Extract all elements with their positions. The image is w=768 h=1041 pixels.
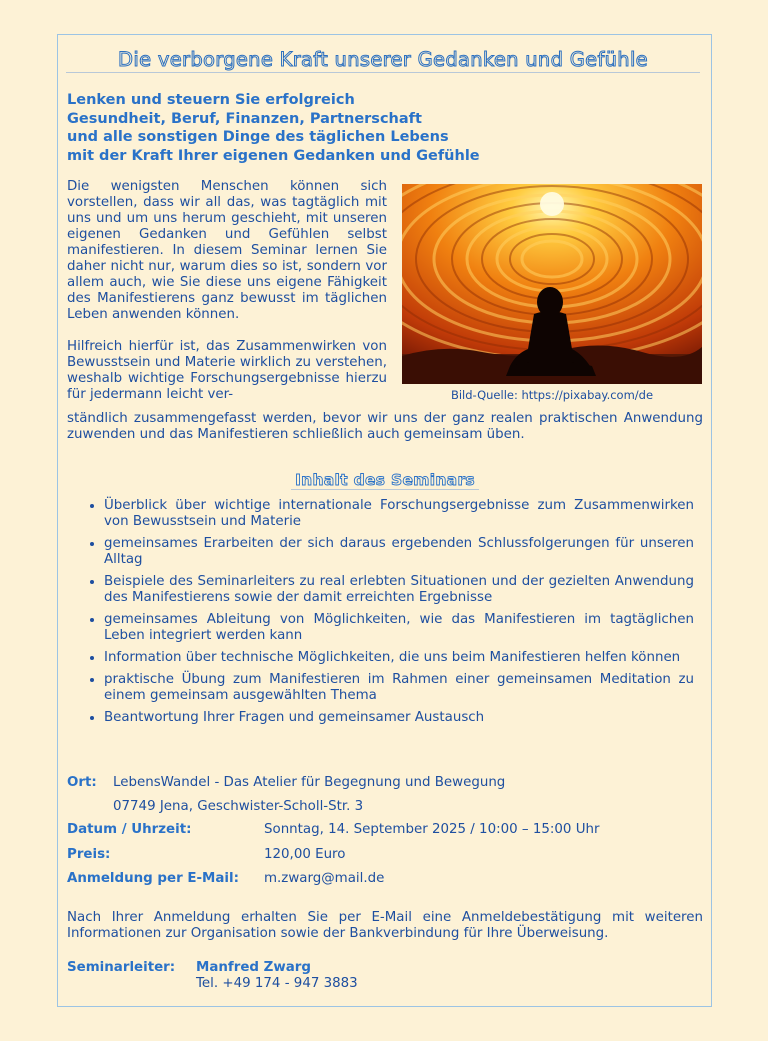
ort-line-1: LebensWandel - Das Atelier für Begegnung und Bewegung (113, 775, 506, 790)
datum-label: Datum / Uhrzeit: (67, 822, 192, 837)
list-item: • Beantwortung Ihrer Fragen und gemeinsamer Austausch (104, 710, 694, 726)
ort-row (67, 775, 97, 790)
topics-list (87, 498, 694, 732)
meditation-image (402, 184, 702, 384)
list-item: • Information über technische Möglichkeiten, die uns beim Manifestieren helfen können (104, 650, 694, 666)
registration-note: Nach Ihrer Anmeldung erhalten Sie per E-Mail eine Anmeldebestätigung mit weiteren Informationen zur Organisation sowie der Bankverbindung für Ihre Überweisung. (67, 910, 703, 941)
preis-label: Preis: (67, 847, 111, 862)
datum-value: Sonntag, 14. September 2025 / 10:00 – 15:00 Uhr (264, 822, 600, 837)
page-title: Die verborgene Kraft unserer Gedanken und Gefühle (66, 48, 700, 73)
list-item: • gemeinsames Ableitung von Möglichkeiten, wie das Manifestieren im tagtäglichen Leben integriert werden kann (104, 612, 694, 644)
intro-paragraph-2: Hilfreich hierfür ist, das Zusammenwirken von Bewusstsein und Materie wirklich zu verstehen, weshalb wichtige Forschungsergebnisse hierzu für jedermann leicht ver- (67, 339, 387, 402)
image-caption: Bild-Quelle: https://pixabay.com/de (450, 388, 654, 402)
leiter-phone: Tel. +49 174 - 947 3883 (196, 976, 358, 991)
subtitle: Lenken und steuern Sie erfolgreich Gesundheit, Beruf, Finanzen, Partnerschaft und alle sonstigen Dinge des täglichen Lebens mit der Kraft Ihrer eigenen Gedanken und Gefühle (67, 92, 480, 164)
leiter-name: Manfred Zwarg (196, 960, 311, 975)
list-item: • Beispiele des Seminarleiters zu real erlebten Situationen und der gezielten Anwendung des Manifestierens sowie der damit erreichten Ergebnisse (104, 574, 694, 606)
ort-label: Ort: (67, 775, 97, 790)
list-item: • Überblick über wichtige internationale Forschungsergebnisse zum Zusammenwirken von Bewusstsein und Materie (104, 498, 694, 530)
intro-paragraph-1: Die wenigsten Menschen können sich vorstellen, dass wir all das, was tagtäglich mit uns und um uns herum geschieht, mit unseren eigenen Gedanken und Gefühlen selbst manifestieren. In diesem Seminar lernen Sie daher nicht nur, warum dies so ist, sondern vor allem auch, wie Sie diese uns eigene Fähigkeit des Manifestierens ganz bewusst im täglichen Leben anwenden können. (67, 179, 387, 322)
contents-heading-text: Inhalt des Seminars (291, 471, 479, 490)
list-item: • gemeinsames Erarbeiten der sich daraus ergebenden Schlussfolgerungen für unseren Alltag (104, 536, 694, 568)
anmeldung-email[interactable]: m.zwarg@mail.de (264, 871, 385, 886)
ort-line-2: 07749 Jena, Geschwister-Scholl-Str. 3 (113, 799, 364, 814)
intro-text (67, 179, 387, 403)
contents-heading (67, 470, 703, 489)
preis-value: 120,00 Euro (264, 847, 346, 862)
list-item: • praktische Übung zum Manifestieren im Rahmen einer gemeinsamen Meditation zu einem gemeinsam ausgewählten Thema (104, 672, 694, 704)
intro-paragraph-2-continued: ständlich zusammengefasst werden, bevor wir uns der ganz realen praktischen Anwendung zuwenden und das Manifestieren schließlich auch gemeinsam üben. (67, 411, 703, 442)
leiter-label: Seminarleiter: (67, 960, 176, 975)
anmeldung-label: Anmeldung per E-Mail: (67, 871, 239, 886)
